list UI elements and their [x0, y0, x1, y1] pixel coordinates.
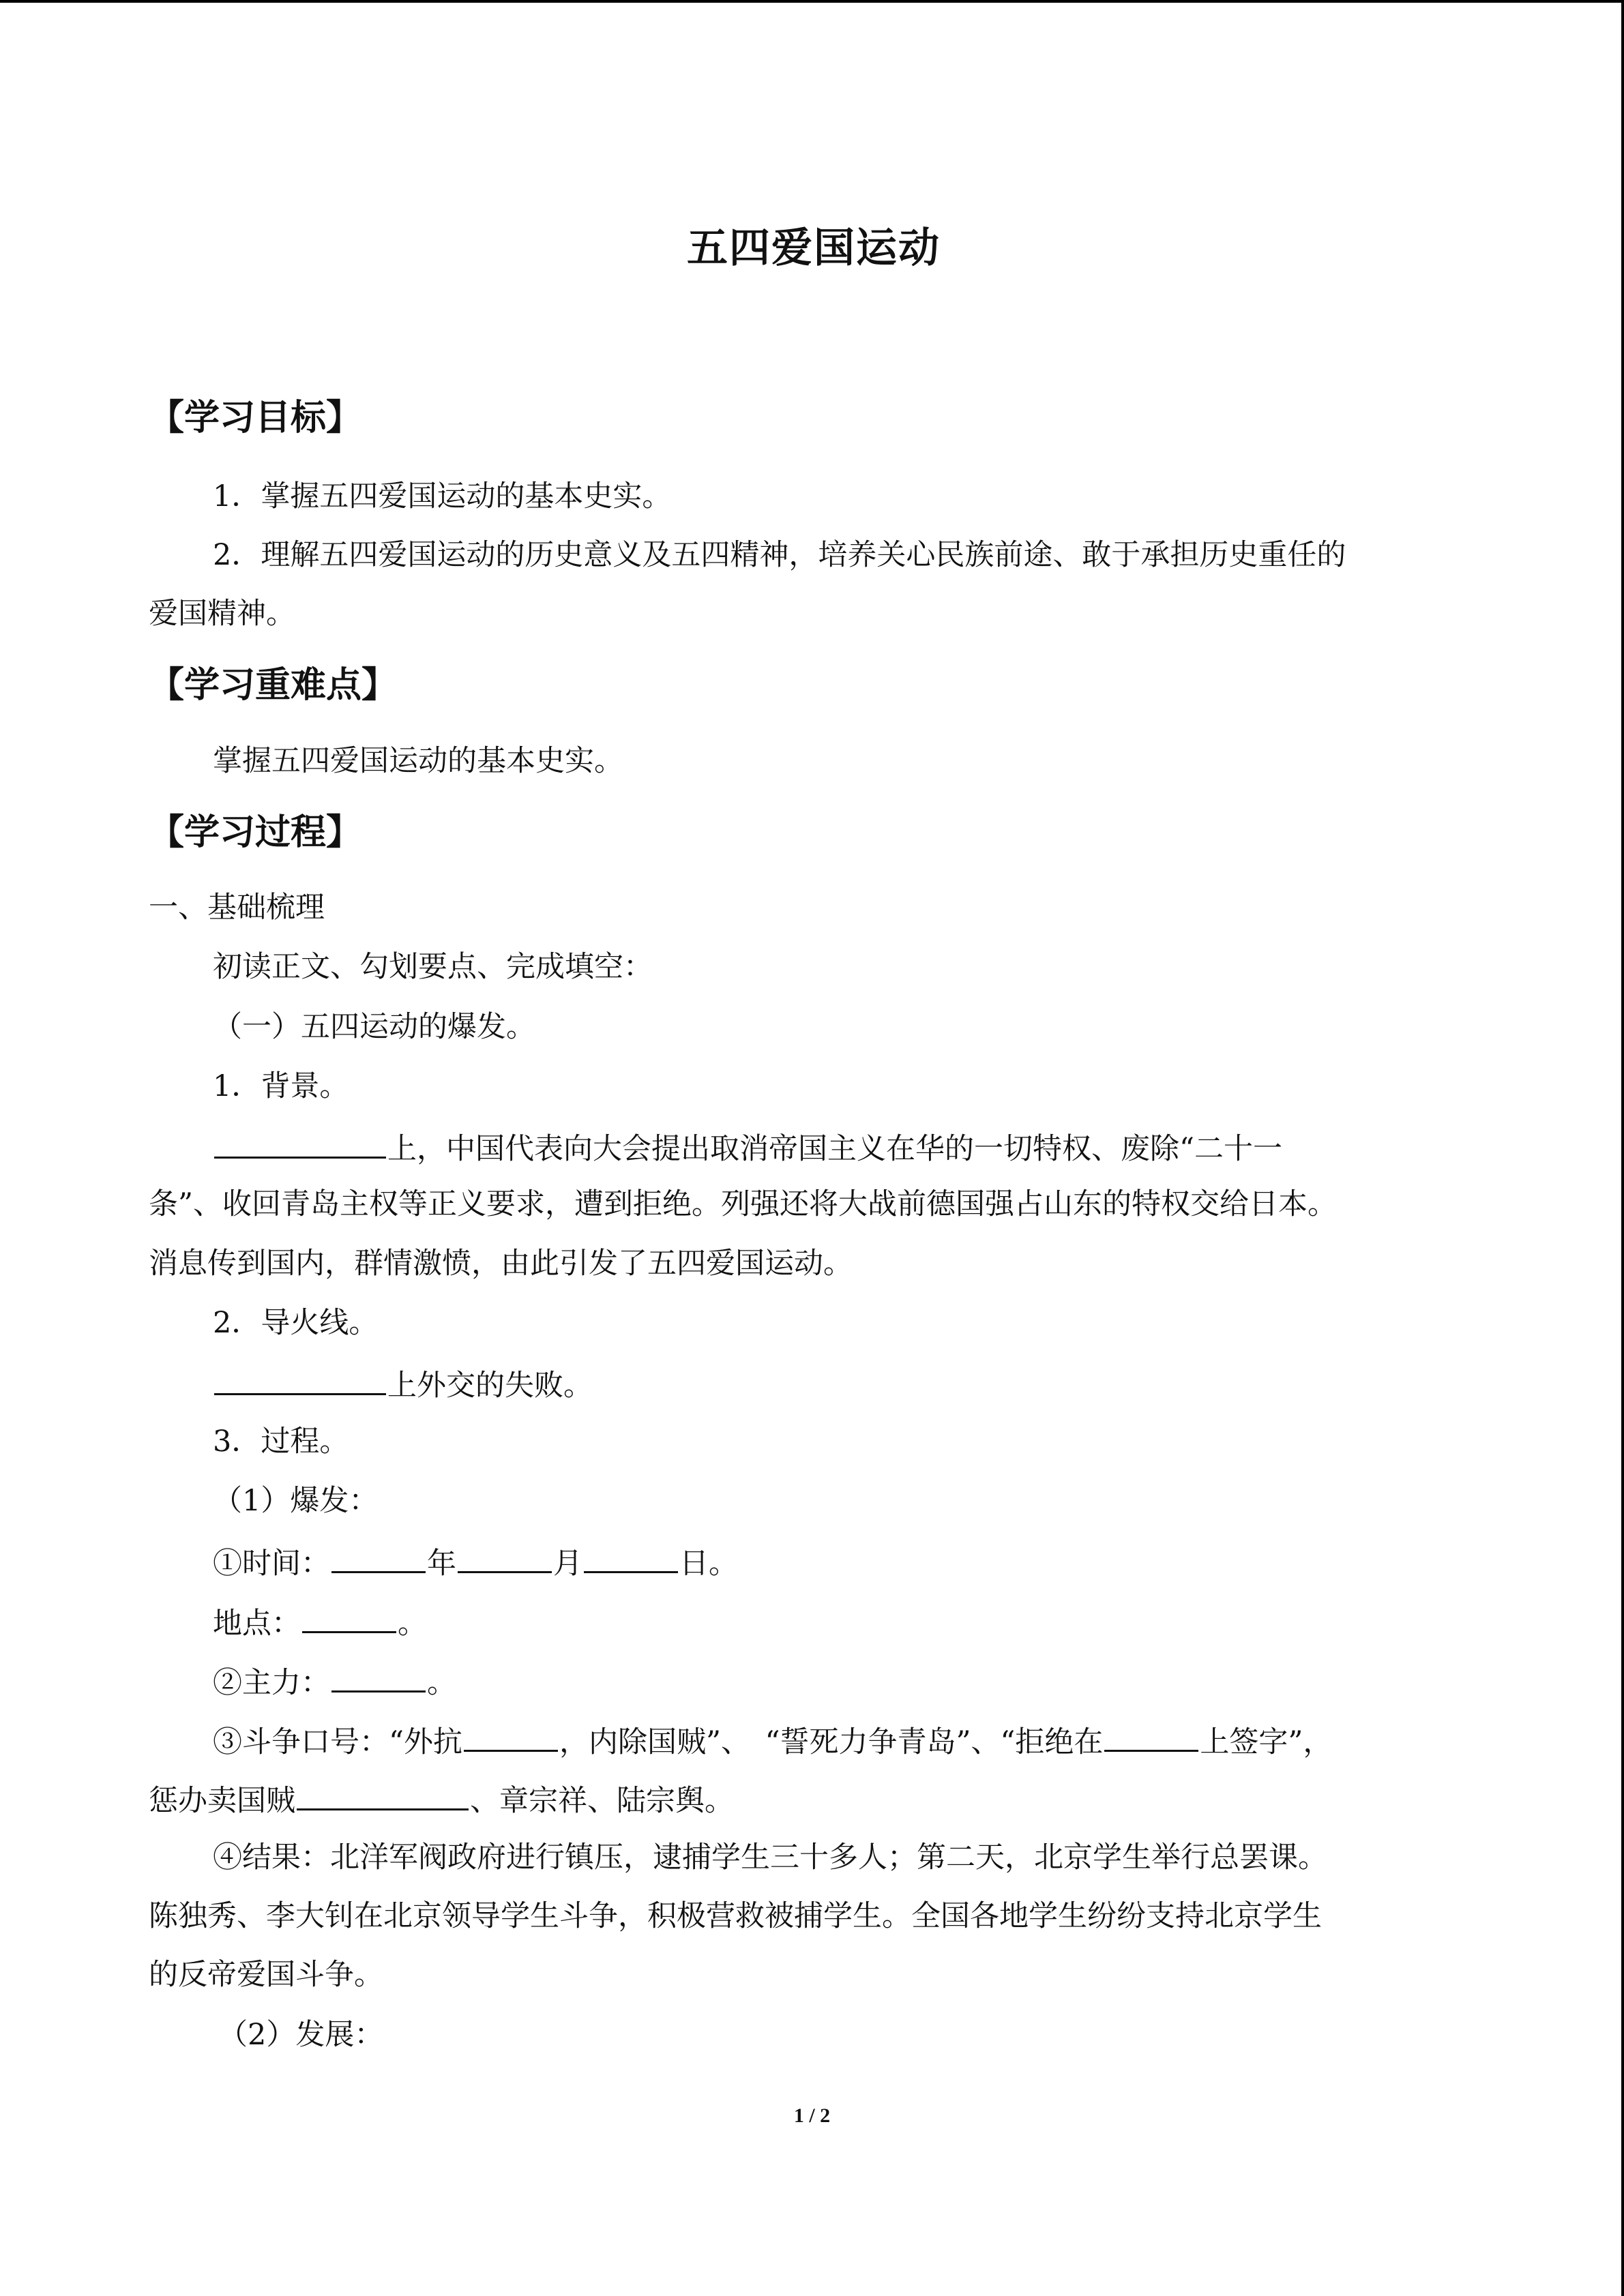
fill-blank-slogan-2[interactable] [1104, 1720, 1198, 1752]
background-line-2: 条”、收回青岛主权等正义要求，遭到拒绝。列强还将大战前德国强占山东的特权交给日本。 [149, 1187, 1337, 1221]
fill-blank-fuse[interactable] [214, 1363, 386, 1395]
background-line-1-text: 上，中国代表向大会提出取消帝国主义在华的一切特权、废除“二十一 [387, 1132, 1282, 1166]
fill-blank-month[interactable] [458, 1541, 552, 1573]
fill-blank-traitor[interactable] [297, 1778, 469, 1810]
time-line [213, 1541, 738, 1583]
key-difficulty-text: 掌握五四爱国运动的基本史实。 [213, 744, 623, 778]
place-line [213, 1601, 427, 1643]
slogan-line-2 [149, 1778, 734, 1820]
slogan-line-2-text-b: 、章宗祥、陆宗舆。 [470, 1784, 734, 1818]
background-line-1 [213, 1127, 1282, 1168]
outbreak-label: （1）爆发： [213, 1484, 379, 1518]
fill-blank-day[interactable] [584, 1541, 678, 1573]
slogan-part-c: 上签字”， [1200, 1725, 1333, 1759]
main-force-period: 。 [427, 1666, 456, 1700]
slogan-line-1 [213, 1720, 1332, 1761]
slogan-part-a: ③斗争口号：“外抗 [213, 1725, 462, 1759]
fuse-line [213, 1363, 593, 1405]
time-label: ①时间： [213, 1547, 330, 1581]
goal-item-1: 1．掌握五四爱国运动的基本史实。 [213, 479, 672, 513]
fill-blank-conference[interactable] [214, 1127, 386, 1159]
fill-blank-place[interactable] [302, 1601, 396, 1633]
place-label: 地点： [213, 1607, 301, 1641]
background-line-3: 消息传到国内，群情激愤，由此引发了五四爱国运动。 [149, 1247, 853, 1281]
goal-item-2-line-1: 2．理解五四爱国运动的历史意义及五四精神，培养关心民族前途、敢于承担历史重任的 [213, 538, 1346, 572]
slogan-line-2-text-a: 惩办卖国贼 [149, 1784, 295, 1818]
result-line-1: ④结果：北洋军阀政府进行镇压，逮捕学生三十多人；第二天，北京学生举行总罢课。 [213, 1840, 1327, 1875]
main-force-line [213, 1660, 456, 1702]
fill-blank-slogan-1[interactable] [464, 1720, 558, 1752]
result-line-2: 陈独秀、李大钊在北京领导学生斗争，积极营救被捕学生。全国各地学生纷纷支持北京学生 [149, 1899, 1322, 1933]
fuse-text: 上外交的失败。 [387, 1369, 593, 1403]
heading-learning-process: 【学习过程】 [149, 812, 362, 853]
year-label: 年 [427, 1547, 456, 1581]
result-line-3: 的反帝爱国斗争。 [149, 1958, 383, 1992]
part-1-title: 一、基础梳理 [149, 891, 325, 925]
heading-learning-goals: 【学习目标】 [149, 398, 362, 438]
subsection-outbreak: （一）五四运动的爆发。 [213, 1010, 535, 1044]
month-label: 月 [553, 1547, 582, 1581]
goal-item-2-line-2: 爱国精神。 [149, 597, 295, 631]
instruction-text: 初读正文、勾划要点、完成填空： [213, 950, 653, 984]
top-border [0, 0, 1624, 3]
process-label: 3．过程。 [213, 1425, 349, 1459]
fill-blank-year[interactable] [331, 1541, 426, 1573]
page-title: 五四爱国运动 [687, 224, 941, 272]
place-period: 。 [398, 1607, 427, 1641]
background-label: 1．背景。 [213, 1069, 349, 1103]
page-number: 1 / 2 [793, 2104, 831, 2127]
heading-key-difficulties: 【学习重难点】 [149, 665, 398, 706]
day-label: 日。 [679, 1547, 738, 1581]
fill-blank-main-force[interactable] [331, 1660, 426, 1693]
development-label: （2）发展： [218, 2018, 384, 2052]
main-force-label: ②主力： [213, 1666, 330, 1700]
fuse-label: 2．导火线。 [213, 1306, 379, 1340]
right-border [1621, 0, 1624, 2296]
slogan-part-b: ，内除国贼”、 “誓死力争青岛”、“拒绝在 [559, 1725, 1104, 1759]
